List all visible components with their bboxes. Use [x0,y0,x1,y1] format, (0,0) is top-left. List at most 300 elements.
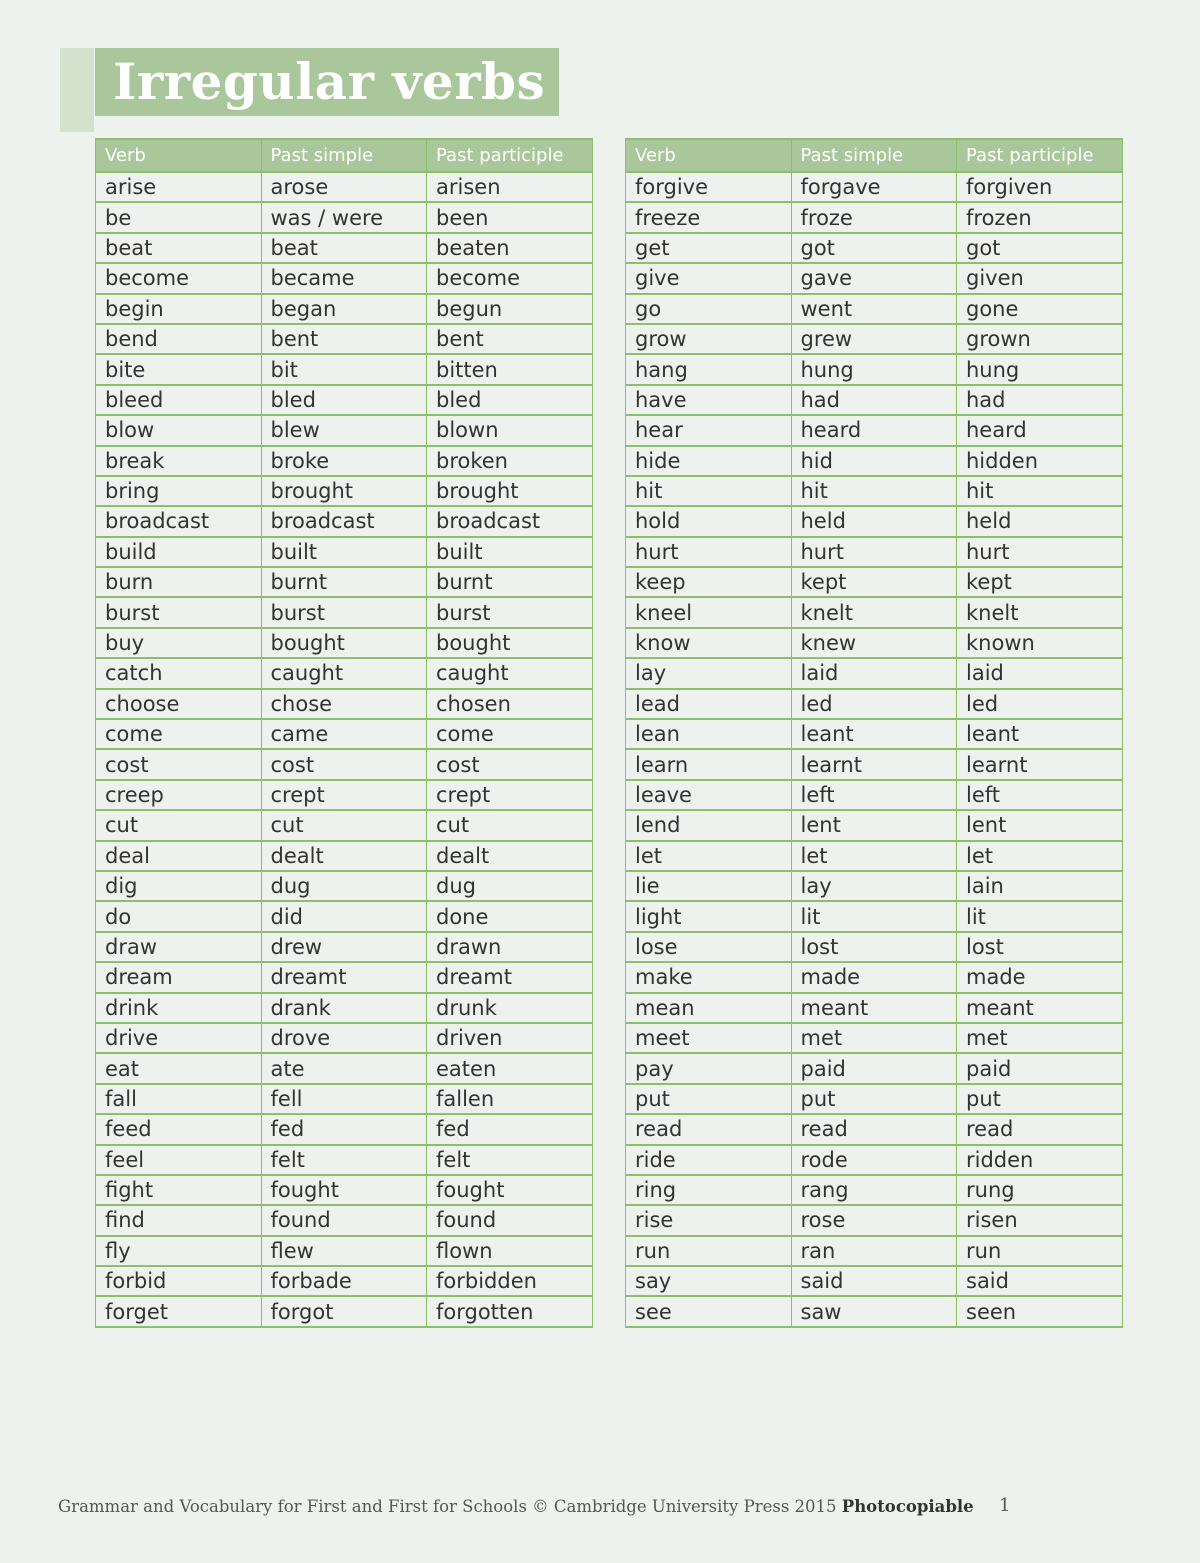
page-title: Irregular verbs [113,52,546,111]
past-participle-cell: lent [957,810,1123,840]
verb-cell: give [626,263,792,293]
header-verb: Verb [626,139,792,172]
verb-cell: forget [96,1296,262,1326]
past-simple-cell: ate [261,1053,427,1083]
past-participle-cell: run [957,1236,1123,1266]
verb-cell: choose [96,689,262,719]
verb-cell: keep [626,567,792,597]
past-participle-cell: brought [427,476,593,506]
past-participle-cell: forgiven [957,172,1123,202]
past-simple-cell: said [791,1266,957,1296]
table-row [96,1084,593,1114]
table-row [626,1236,1123,1266]
table-row [96,1053,593,1083]
past-simple-cell: fed [261,1114,427,1144]
past-participle-cell: hit [957,476,1123,506]
past-participle-cell: dealt [427,841,593,871]
past-participle-cell: held [957,506,1123,536]
verb-cell: fall [96,1084,262,1114]
verb-cell: dig [96,871,262,901]
past-simple-cell: felt [261,1145,427,1175]
verb-cell: rise [626,1205,792,1235]
past-simple-cell: lit [791,901,957,931]
past-simple-cell: beat [261,233,427,263]
past-participle-cell: cut [427,810,593,840]
table-row [626,1145,1123,1175]
table-row [626,901,1123,931]
verb-cell: know [626,628,792,658]
verb-cell: build [96,537,262,567]
verb-cell: feed [96,1114,262,1144]
table-row [626,202,1123,232]
past-participle-cell: said [957,1266,1123,1296]
past-participle-cell: known [957,628,1123,658]
verb-cell: lose [626,932,792,962]
past-participle-cell: hidden [957,446,1123,476]
table-row [626,993,1123,1023]
past-simple-cell: dug [261,871,427,901]
past-participle-cell: made [957,962,1123,992]
past-participle-cell: kept [957,567,1123,597]
table-row [96,1296,593,1326]
table-row [96,719,593,749]
verb-cell: fight [96,1175,262,1205]
past-participle-cell: learnt [957,749,1123,779]
past-participle-cell: hurt [957,537,1123,567]
table-row [626,719,1123,749]
verb-cell: leave [626,780,792,810]
past-participle-cell: become [427,263,593,293]
table-row [96,932,593,962]
verb-cell: pay [626,1053,792,1083]
table-row [626,476,1123,506]
past-simple-cell: found [261,1205,427,1235]
table-row [626,871,1123,901]
verbs-table-left-body [96,172,593,1327]
table-header-row [626,139,1123,172]
past-simple-cell: got [791,233,957,263]
past-simple-cell: burst [261,597,427,627]
past-simple-cell: crept [261,780,427,810]
table-row [96,871,593,901]
past-simple-cell: hung [791,354,957,384]
table-row [96,1023,593,1053]
verb-cell: do [96,901,262,931]
verb-cell: bring [96,476,262,506]
past-participle-cell: lain [957,871,1123,901]
past-simple-cell: began [261,294,427,324]
verb-cell: hit [626,476,792,506]
table-row [626,415,1123,445]
table-row [626,233,1123,263]
verb-cell: grow [626,324,792,354]
past-participle-cell: broadcast [427,506,593,536]
table-row [96,324,593,354]
verb-cell: come [96,719,262,749]
past-simple-cell: was / were [261,202,427,232]
past-simple-cell: bought [261,628,427,658]
past-simple-cell: lost [791,932,957,962]
past-participle-cell: crept [427,780,593,810]
past-simple-cell: flew [261,1236,427,1266]
verb-cell: meet [626,1023,792,1053]
past-simple-cell: knew [791,628,957,658]
past-simple-cell: paid [791,1053,957,1083]
past-simple-cell: hid [791,446,957,476]
header-past-simple: Past simple [261,139,427,172]
past-participle-cell: forbidden [427,1266,593,1296]
past-participle-cell: risen [957,1205,1123,1235]
verb-cell: cut [96,810,262,840]
header-verb: Verb [96,139,262,172]
past-simple-cell: heard [791,415,957,445]
past-participle-cell: knelt [957,597,1123,627]
verb-cell: beat [96,233,262,263]
table-row [626,597,1123,627]
verb-cell: hang [626,354,792,384]
table-row [96,263,593,293]
past-participle-cell: come [427,719,593,749]
table-row [626,354,1123,384]
past-participle-cell: dug [427,871,593,901]
table-row [96,506,593,536]
past-participle-cell: done [427,901,593,931]
verb-cell: have [626,385,792,415]
verb-cell: find [96,1205,262,1235]
past-participle-cell: blown [427,415,593,445]
past-simple-cell: cut [261,810,427,840]
verb-cell: drink [96,993,262,1023]
past-simple-cell: drove [261,1023,427,1053]
past-participle-cell: got [957,233,1123,263]
table-row [96,446,593,476]
verb-cell: draw [96,932,262,962]
past-simple-cell: dreamt [261,962,427,992]
table-row [96,749,593,779]
past-simple-cell: dealt [261,841,427,871]
table-row [96,841,593,871]
verb-cell: eat [96,1053,262,1083]
past-simple-cell: blew [261,415,427,445]
verb-cell: be [96,202,262,232]
past-participle-cell: bent [427,324,593,354]
verb-cell: break [96,446,262,476]
table-row [96,628,593,658]
page-number: 1 [999,1495,1011,1516]
verb-cell: freeze [626,202,792,232]
past-simple-cell: did [261,901,427,931]
past-simple-cell: lent [791,810,957,840]
verb-cell: mean [626,993,792,1023]
past-participle-cell: met [957,1023,1123,1053]
verb-cell: lend [626,810,792,840]
past-participle-cell: burst [427,597,593,627]
table-row [626,1114,1123,1144]
verb-cell: forgive [626,172,792,202]
past-participle-cell: ridden [957,1145,1123,1175]
past-participle-cell: fed [427,1114,593,1144]
verb-cell: see [626,1296,792,1326]
past-participle-cell: drunk [427,993,593,1023]
table-row [626,506,1123,536]
past-participle-cell: bought [427,628,593,658]
verb-cell: hear [626,415,792,445]
table-row [626,446,1123,476]
verb-cell: deal [96,841,262,871]
table-row [96,597,593,627]
table-row [626,1023,1123,1053]
table-row [96,689,593,719]
table-row [96,1266,593,1296]
past-simple-cell: made [791,962,957,992]
past-participle-cell: chosen [427,689,593,719]
verb-cell: hold [626,506,792,536]
table-row [626,1175,1123,1205]
table-row [96,1175,593,1205]
past-participle-cell: flown [427,1236,593,1266]
past-simple-cell: met [791,1023,957,1053]
table-row [626,962,1123,992]
past-simple-cell: meant [791,993,957,1023]
title-banner [95,48,559,116]
past-participle-cell: arisen [427,172,593,202]
verb-cell: bend [96,324,262,354]
verbs-table-left [95,138,593,1328]
past-participle-cell: cost [427,749,593,779]
verb-cell: go [626,294,792,324]
footer-copyright: Grammar and Vocabulary for First and First for Schools © Cambridge University Press 2015 [58,1497,837,1516]
past-simple-cell: held [791,506,957,536]
past-participle-cell: broken [427,446,593,476]
table-row [626,689,1123,719]
past-simple-cell: rose [791,1205,957,1235]
table-header-row [96,139,593,172]
past-participle-cell: rung [957,1175,1123,1205]
verb-cell: bite [96,354,262,384]
past-participle-cell: laid [957,658,1123,688]
past-simple-cell: bled [261,385,427,415]
verb-cell: become [96,263,262,293]
verb-cell: forbid [96,1266,262,1296]
table-row [96,1114,593,1144]
past-participle-cell: eaten [427,1053,593,1083]
table-row [626,810,1123,840]
past-participle-cell: fallen [427,1084,593,1114]
past-simple-cell: caught [261,658,427,688]
verb-cell: hide [626,446,792,476]
verb-cell: lie [626,871,792,901]
footer [58,1497,974,1516]
verb-cell: feel [96,1145,262,1175]
verb-cell: arise [96,172,262,202]
table-row [626,1205,1123,1235]
table-row [626,628,1123,658]
verb-cell: broadcast [96,506,262,536]
past-simple-cell: came [261,719,427,749]
table-row [626,294,1123,324]
past-participle-cell: lost [957,932,1123,962]
past-simple-cell: went [791,294,957,324]
past-simple-cell: left [791,780,957,810]
verb-cell: light [626,901,792,931]
past-participle-cell: felt [427,1145,593,1175]
past-simple-cell: had [791,385,957,415]
past-participle-cell: beaten [427,233,593,263]
past-participle-cell: fought [427,1175,593,1205]
verb-cell: ring [626,1175,792,1205]
verb-cell: fly [96,1236,262,1266]
table-row [96,901,593,931]
verb-cell: cost [96,749,262,779]
past-simple-cell: let [791,841,957,871]
past-simple-cell: rang [791,1175,957,1205]
verb-cell: dream [96,962,262,992]
table-row [96,962,593,992]
past-participle-cell: had [957,385,1123,415]
table-row [626,1296,1123,1326]
table-row [626,567,1123,597]
table-row [96,202,593,232]
past-participle-cell: grown [957,324,1123,354]
table-row [626,932,1123,962]
table-row [626,1266,1123,1296]
header-past-participle: Past participle [427,139,593,172]
past-simple-cell: gave [791,263,957,293]
past-participle-cell: forgotten [427,1296,593,1326]
table-row [96,993,593,1023]
past-participle-cell: been [427,202,593,232]
past-simple-cell: lay [791,871,957,901]
verb-cell: lay [626,658,792,688]
table-row [96,1236,593,1266]
past-participle-cell: hung [957,354,1123,384]
table-row [96,476,593,506]
table-row [96,294,593,324]
table-row [96,780,593,810]
verb-cell: let [626,841,792,871]
verbs-table-right-body [626,172,1123,1327]
past-participle-cell: lit [957,901,1123,931]
past-participle-cell: driven [427,1023,593,1053]
table-row [626,1053,1123,1083]
table-row [626,749,1123,779]
verb-cell: bleed [96,385,262,415]
past-participle-cell: heard [957,415,1123,445]
past-simple-cell: chose [261,689,427,719]
past-simple-cell: rode [791,1145,957,1175]
past-participle-cell: leant [957,719,1123,749]
verb-cell: burn [96,567,262,597]
table-row [96,658,593,688]
past-simple-cell: forgot [261,1296,427,1326]
verb-cell: run [626,1236,792,1266]
past-simple-cell: cost [261,749,427,779]
past-participle-cell: bitten [427,354,593,384]
table-row [626,537,1123,567]
past-simple-cell: leant [791,719,957,749]
past-simple-cell: saw [791,1296,957,1326]
header-past-participle: Past participle [957,139,1123,172]
table-row [96,233,593,263]
past-simple-cell: led [791,689,957,719]
past-simple-cell: bit [261,354,427,384]
table-row [626,780,1123,810]
table-row [96,1205,593,1235]
verb-cell: creep [96,780,262,810]
table-row [626,263,1123,293]
past-simple-cell: forgave [791,172,957,202]
verb-cell: put [626,1084,792,1114]
verb-cell: learn [626,749,792,779]
table-row [96,172,593,202]
verb-cell: blow [96,415,262,445]
past-participle-cell: burnt [427,567,593,597]
verb-cell: read [626,1114,792,1144]
table-row [96,567,593,597]
verb-cell: kneel [626,597,792,627]
past-simple-cell: read [791,1114,957,1144]
verb-cell: ride [626,1145,792,1175]
past-simple-cell: grew [791,324,957,354]
past-participle-cell: dreamt [427,962,593,992]
verb-cell: lean [626,719,792,749]
past-participle-cell: paid [957,1053,1123,1083]
past-simple-cell: fought [261,1175,427,1205]
verb-cell: say [626,1266,792,1296]
past-participle-cell: bled [427,385,593,415]
verb-cell: catch [96,658,262,688]
past-simple-cell: bent [261,324,427,354]
past-simple-cell: broadcast [261,506,427,536]
header-past-simple: Past simple [791,139,957,172]
past-participle-cell: frozen [957,202,1123,232]
past-participle-cell: built [427,537,593,567]
past-participle-cell: gone [957,294,1123,324]
past-simple-cell: arose [261,172,427,202]
past-simple-cell: froze [791,202,957,232]
table-row [626,385,1123,415]
past-simple-cell: drew [261,932,427,962]
verb-cell: buy [96,628,262,658]
past-participle-cell: read [957,1114,1123,1144]
past-simple-cell: ran [791,1236,957,1266]
past-participle-cell: begun [427,294,593,324]
table-row [96,1145,593,1175]
verbs-table-right [625,138,1123,1328]
past-simple-cell: built [261,537,427,567]
verb-cell: hurt [626,537,792,567]
past-simple-cell: became [261,263,427,293]
table-row [96,354,593,384]
table-row [626,324,1123,354]
past-participle-cell: led [957,689,1123,719]
past-participle-cell: found [427,1205,593,1235]
past-participle-cell: seen [957,1296,1123,1326]
past-participle-cell: meant [957,993,1123,1023]
verb-cell: drive [96,1023,262,1053]
past-simple-cell: put [791,1084,957,1114]
verb-cell: burst [96,597,262,627]
verb-cell: begin [96,294,262,324]
table-row [96,810,593,840]
past-simple-cell: learnt [791,749,957,779]
past-simple-cell: fell [261,1084,427,1114]
past-simple-cell: forbade [261,1266,427,1296]
table-row [626,172,1123,202]
table-row [626,658,1123,688]
verb-cell: get [626,233,792,263]
past-simple-cell: brought [261,476,427,506]
